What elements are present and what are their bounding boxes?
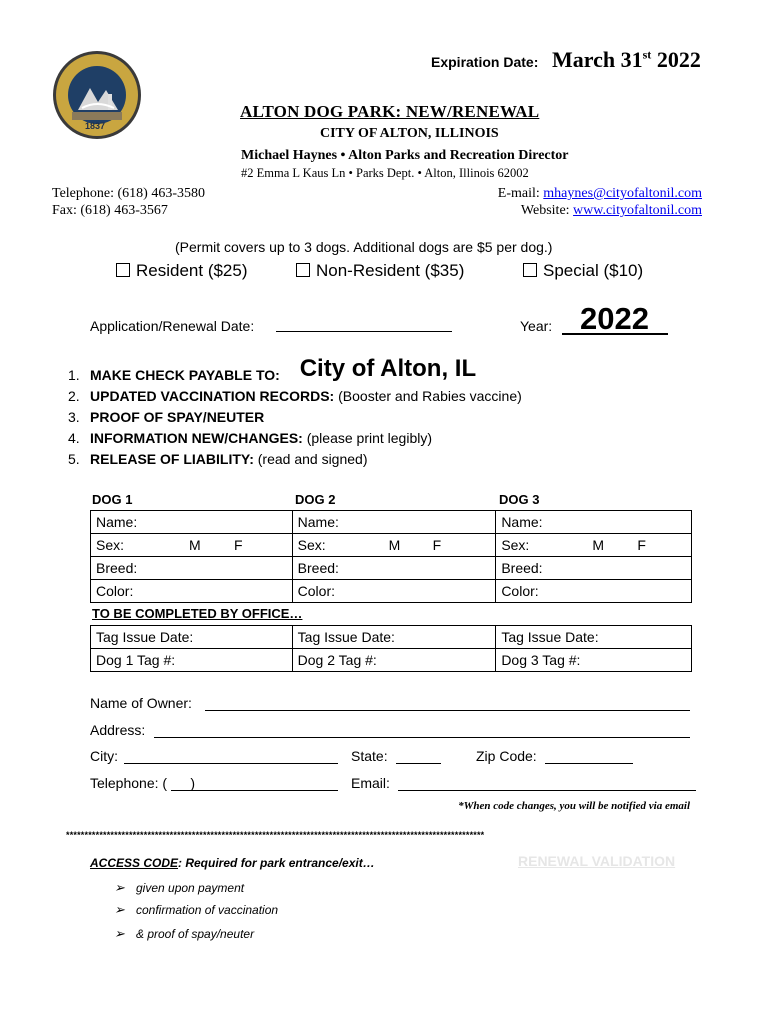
arrow-bullet-icon: ➢ (114, 902, 125, 917)
option-resident[interactable] (116, 261, 248, 281)
expiration-label: Expiration Date: (431, 54, 539, 70)
director-line: Michael Haynes • Alton Parks and Recreation Director (241, 148, 569, 163)
breed-label: Breed: (501, 560, 543, 576)
non-resident-label: Non-Resident ($35) (316, 261, 465, 280)
dog-2-tag-number[interactable] (292, 649, 496, 672)
owner-address-field[interactable] (154, 737, 690, 738)
dog-3-header: DOG 3 (499, 492, 540, 507)
dog-3-tag-issue-date[interactable] (496, 626, 692, 649)
female-option[interactable]: F (234, 537, 243, 553)
breed-label: Breed: (297, 560, 339, 576)
steps-list (68, 355, 522, 470)
year-label: Year: (520, 318, 553, 334)
sex-label: Sex: (96, 537, 125, 553)
step-number: 1. (68, 367, 80, 383)
male-option[interactable]: M (388, 537, 401, 553)
owner-state-label: State: (351, 748, 388, 764)
female-option[interactable]: F (432, 537, 442, 553)
telephone-text: Telephone: (618) 463-3580 (52, 186, 205, 201)
sex-label: Sex: (501, 537, 530, 553)
step-number: 2. (68, 388, 80, 404)
dog-2-name-field[interactable] (292, 511, 496, 534)
expiration-date (552, 47, 701, 73)
table-row (91, 557, 692, 580)
tag-issue-label: Tag Issue Date: (501, 629, 599, 645)
option-non-resident[interactable] (296, 261, 464, 281)
owner-telephone-field[interactable] (171, 790, 338, 791)
owner-city-label: City: (90, 748, 118, 764)
bullet-text: & proof of spay/neuter (136, 927, 255, 941)
email-note: *When code changes, you will be notified via email (458, 800, 690, 812)
dog-1-sex-field[interactable] (91, 534, 293, 557)
dog-3-sex-field[interactable] (496, 534, 692, 557)
access-code-heading (90, 856, 375, 870)
female-option[interactable]: F (637, 537, 646, 553)
owner-zip-field[interactable] (545, 763, 633, 764)
office-table (90, 625, 692, 672)
list-item (68, 428, 522, 449)
year-underline (562, 333, 668, 335)
dog-3-breed-field[interactable] (496, 557, 692, 580)
step-bold: RELEASE OF LIABILITY: (90, 451, 254, 467)
permit-note: (Permit covers up to 3 dogs. Additional dogs are $5 per dog.) (175, 239, 553, 255)
office-heading: TO BE COMPLETED BY OFFICE… (92, 606, 303, 621)
special-label: Special ($10) (543, 261, 644, 280)
year-value: 2022 (580, 301, 649, 336)
access-bullet-2 (114, 902, 278, 918)
resident-checkbox[interactable] (116, 263, 130, 277)
email-line (498, 186, 702, 202)
step-bold: PROOF OF SPAY/NEUTER (90, 409, 265, 425)
step-number: 5. (68, 451, 80, 467)
step-bold: MAKE CHECK PAYABLE TO: (90, 367, 280, 383)
list-item (68, 355, 522, 386)
step-bold: INFORMATION NEW/CHANGES: (90, 430, 303, 446)
website-link[interactable]: www.cityofaltonil.com (573, 203, 702, 218)
page-subtitle: CITY OF ALTON, ILLINOIS (320, 126, 499, 141)
dog-2-sex-field[interactable] (292, 534, 496, 557)
email-label: E-mail: (497, 186, 544, 201)
owner-name-field[interactable] (205, 710, 690, 711)
table-row (91, 580, 692, 603)
name-label: Name: (501, 514, 543, 530)
dog-3-color-field[interactable] (496, 580, 692, 603)
list-item (68, 449, 522, 470)
owner-address-label: Address: (90, 722, 146, 738)
non-resident-checkbox[interactable] (296, 263, 310, 277)
dog-1-name-field[interactable] (91, 511, 293, 534)
step-rest: (read and signed) (253, 451, 368, 467)
website-label: Website: (520, 203, 574, 218)
bullet-text: given upon payment (136, 881, 245, 895)
application-date-field[interactable] (276, 331, 452, 332)
tag-issue-label: Tag Issue Date: (96, 629, 194, 645)
owner-state-field[interactable] (396, 763, 441, 764)
step-rest: (please print legibly) (302, 430, 433, 446)
dog-3-tag-number[interactable] (496, 649, 692, 672)
dog-1-header: DOG 1 (92, 492, 133, 507)
dog-info-table (90, 510, 692, 603)
breed-label: Breed: (96, 560, 138, 576)
color-label: Color: (501, 583, 539, 599)
special-checkbox[interactable] (523, 263, 537, 277)
color-label: Color: (297, 583, 336, 599)
dog-1-color-field[interactable] (91, 580, 293, 603)
access-code-rest: : Required for park entrance/exit… (178, 856, 375, 870)
dog-1-tag-number[interactable] (91, 649, 293, 672)
arrow-bullet-icon: ➢ (114, 880, 125, 895)
payee-text: City of Alton, IL (299, 355, 477, 382)
list-item (68, 386, 522, 407)
application-date-label: Application/Renewal Date: (90, 318, 255, 334)
table-row (91, 511, 692, 534)
color-label: Color: (96, 583, 134, 599)
access-bullet-1 (114, 880, 244, 896)
owner-name-label: Name of Owner: (90, 695, 192, 711)
dog-2-tag-issue-date[interactable] (292, 626, 496, 649)
page-title: ALTON DOG PARK: NEW/RENEWAL (240, 102, 540, 121)
access-bullet-3 (114, 926, 254, 942)
option-special[interactable] (523, 261, 643, 281)
renewal-validation: RENEWAL VALIDATION (518, 853, 676, 869)
list-item (68, 407, 522, 428)
email-link[interactable]: mhaynes@cityofaltonil.com (543, 186, 702, 201)
resident-label: Resident ($25) (136, 261, 248, 280)
table-row (91, 534, 692, 557)
expiration-suffix: st (642, 47, 652, 62)
step-number: 3. (68, 409, 80, 425)
owner-email-label: Email: (351, 775, 390, 791)
fax-text: Fax: (618) 463-3567 (52, 203, 168, 218)
step-bold: UPDATED VACCINATION RECORDS: (90, 388, 335, 404)
male-option[interactable]: M (592, 537, 604, 553)
asterisk-separator: ***************************************************************************************************************** (66, 830, 485, 840)
seal-year: 1837 (85, 121, 106, 131)
owner-email-field[interactable] (398, 790, 696, 791)
table-row (91, 626, 692, 649)
step-rest: (Booster and Rabies vaccine) (334, 388, 522, 404)
expiration-month-day: March 31 (552, 47, 643, 72)
table-row (91, 649, 692, 672)
address-line: #2 Emma L Kaus Ln • Parks Dept. • Alton, Illinois 62002 (241, 166, 529, 180)
dog-2-header: DOG 2 (295, 492, 336, 507)
owner-city-field[interactable] (124, 763, 338, 764)
male-option[interactable]: M (189, 537, 201, 553)
access-code-title: ACCESS CODE (90, 856, 179, 870)
tag-number-label: Dog 1 Tag #: (96, 652, 176, 668)
owner-zip-label: Zip Code: (476, 748, 537, 764)
tag-number-label: Dog 3 Tag #: (501, 652, 581, 668)
sex-label: Sex: (297, 537, 326, 553)
owner-telephone-label: Telephone: ( ) (90, 775, 196, 791)
dog-2-breed-field[interactable] (292, 557, 496, 580)
city-seal-logo (52, 50, 142, 140)
name-label: Name: (297, 514, 339, 530)
expiration-year: 2022 (656, 47, 701, 72)
dog-2-color-field[interactable] (292, 580, 496, 603)
tag-number-label: Dog 2 Tag #: (297, 652, 377, 668)
step-number: 4. (68, 430, 80, 446)
dog-1-breed-field[interactable] (91, 557, 293, 580)
dog-3-name-field[interactable] (496, 511, 692, 534)
dog-1-tag-issue-date[interactable] (91, 626, 293, 649)
website-line (521, 203, 702, 219)
name-label: Name: (96, 514, 138, 530)
tag-issue-label: Tag Issue Date: (297, 629, 395, 645)
bullet-text: confirmation of vaccination (136, 903, 279, 917)
arrow-bullet-icon: ➢ (114, 926, 125, 941)
